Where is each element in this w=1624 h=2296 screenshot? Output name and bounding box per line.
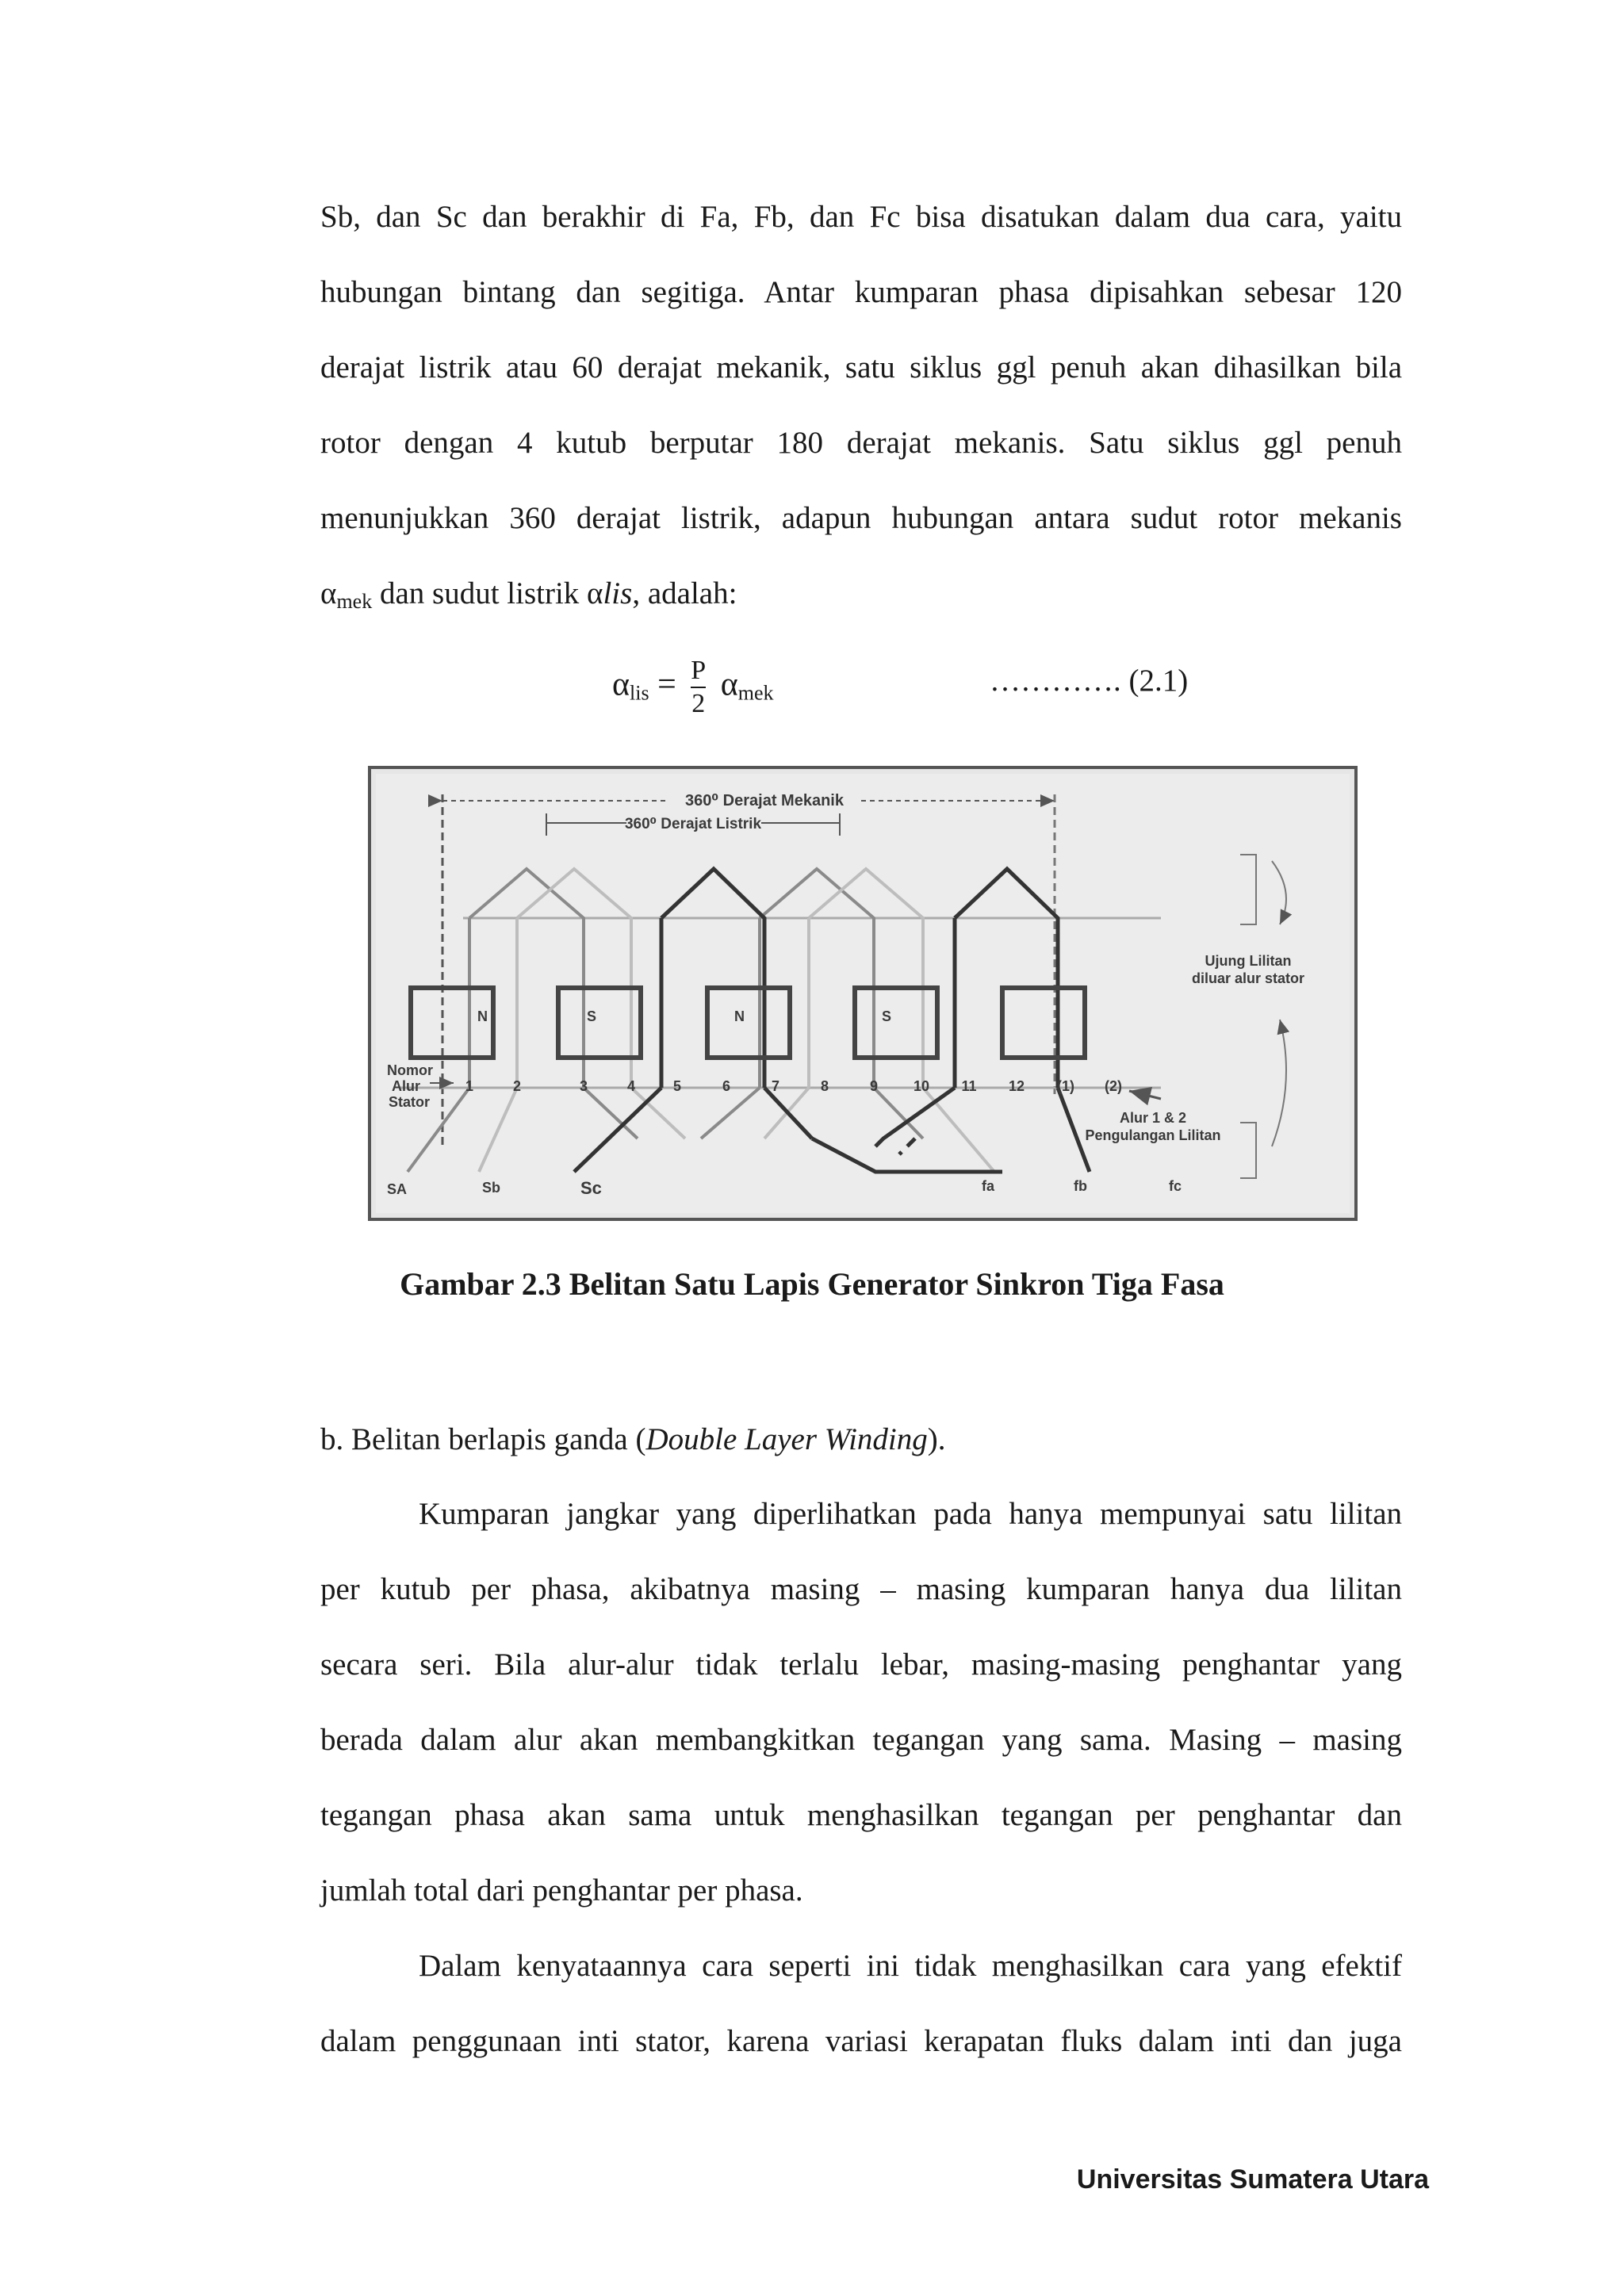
text-line: hubungan bintang dan segitiga. Antar kumparan phasa dipisahkan sebesar 120 <box>320 275 1402 309</box>
text-line: Kumparan jangkar yang diperlihatkan pada hanya mempunyai satu lilitan <box>419 1497 1402 1531</box>
finish-label: fa <box>982 1178 995 1194</box>
footer-university: Universitas Sumatera Utara <box>1076 2164 1429 2195</box>
winding-diagram <box>368 766 1358 1221</box>
text-line: per kutub per phasa, akibatnya masing – masing kumparan hanya dua lilitan <box>320 1572 1402 1606</box>
paragraph-2 <box>320 1476 1402 1928</box>
eq-denominator: 2 <box>691 689 706 718</box>
finish-label: fc <box>1169 1178 1182 1194</box>
mech-label: 360⁰ Derajat Mekanik <box>685 792 844 809</box>
finish-label: fb <box>1074 1178 1087 1194</box>
figure-caption: Gambar 2.3 Belitan Satu Lapis Generator Sinkron Tiga Fasa <box>400 1266 1224 1302</box>
eq-lhs-sub: lis <box>630 681 649 705</box>
text-line: secara seri. Bila alur-alur tidak terlalu lebar, masing-masing penghantar yang <box>320 1647 1402 1682</box>
eq-equals: = <box>657 666 676 703</box>
start-label: Sc <box>580 1178 602 1198</box>
slot-number: 6 <box>722 1078 731 1094</box>
slot-number: 11 <box>961 1078 977 1094</box>
slot-number: (2) <box>1105 1078 1122 1094</box>
text-line: Sb, dan Sc dan berakhir di Fa, Fb, dan Fc bisa disatukan dalam dua cara, yaitu <box>320 200 1402 234</box>
text-line: dalam penggunaan inti stator, karena variasi kerapatan fluks dalam inti dan juga <box>320 2024 1402 2058</box>
start-label: SA <box>387 1181 408 1197</box>
alur-label-1: Alur 1 & 2 <box>1119 1110 1187 1126</box>
pole-label: N <box>477 1008 488 1024</box>
equation-2-1 <box>612 655 773 734</box>
text-line: rotor dengan 4 kutub berputar 180 derajat mekanis. Satu siklus ggl penuh <box>320 426 1402 460</box>
italic-lis: lis <box>603 576 633 610</box>
eq-lhs: α <box>612 666 630 703</box>
slot-number: 10 <box>913 1078 930 1094</box>
ujung-label-1: Ujung Lilitan <box>1205 953 1292 969</box>
text-line: jumlah total dari penghantar per phasa. <box>320 1873 803 1908</box>
slot-number: 12 <box>1008 1078 1025 1094</box>
pole-label: S <box>882 1008 892 1024</box>
start-label: Sb <box>482 1180 501 1196</box>
slot-number: 1 <box>465 1078 474 1094</box>
slot-number: 5 <box>672 1078 682 1094</box>
text-fragment: , adalah: <box>632 576 737 610</box>
paragraph-1 <box>320 179 1402 631</box>
text-line-last <box>320 556 1402 631</box>
section-b-line <box>320 1402 1402 1477</box>
pole-label: S <box>587 1008 597 1024</box>
section-b-suffix: ). <box>927 1422 946 1456</box>
eq-rhs: α <box>720 666 738 703</box>
slot-number: (1) <box>1057 1078 1074 1094</box>
slot-number: 8 <box>820 1078 829 1094</box>
slot-number: 3 <box>579 1078 588 1094</box>
text-line: menunjukkan 360 derajat listrik, adapun hubungan antara sudut rotor mekanis <box>320 501 1402 535</box>
subscript-mek: mek <box>336 590 373 613</box>
section-b-heading <box>320 1402 1402 1477</box>
alpha-symbol: α <box>320 576 337 610</box>
slot-number: 4 <box>626 1078 636 1094</box>
pole-label: N <box>734 1008 745 1024</box>
slot-number: 7 <box>771 1078 780 1094</box>
eq-rhs-sub: mek <box>737 681 774 705</box>
slot-number: 9 <box>869 1078 879 1094</box>
section-b-prefix: b. Belitan berlapis ganda ( <box>320 1422 646 1456</box>
text-line: Dalam kenyataannya cara seperti ini tidak menghasilkan cara yang efektif <box>419 1949 1402 1983</box>
text-line: tegangan phasa akan sama untuk menghasilkan tegangan per penghantar dan <box>320 1798 1402 1832</box>
text-line: berada dalam alur akan membangkitkan tegangan yang sama. Masing – masing <box>320 1723 1402 1757</box>
nomor-label-2: Alur <box>392 1078 420 1094</box>
text-fragment: dan sudut listrik α <box>372 576 603 610</box>
ujung-label-2: diluar alur stator <box>1191 970 1305 986</box>
nomor-label-1: Nomor <box>387 1062 433 1078</box>
slot-number: 2 <box>512 1078 522 1094</box>
figure-background <box>376 774 1350 1213</box>
alur-label-2: Pengulangan Lilitan <box>1085 1127 1221 1143</box>
eq-fraction <box>691 655 706 720</box>
eq-numerator: P <box>691 655 706 688</box>
section-b-italic: Double Layer Winding <box>645 1422 928 1456</box>
equation-number: …………. (2.1) <box>990 664 1189 698</box>
nomor-label-3: Stator <box>389 1094 431 1110</box>
elec-label: 360⁰ Derajat Listrik <box>624 816 762 832</box>
text-line: derajat listrik atau 60 derajat mekanik, satu siklus ggl penuh akan dihasilkan bila <box>320 350 1402 385</box>
paragraph-3 <box>320 1928 1402 2079</box>
